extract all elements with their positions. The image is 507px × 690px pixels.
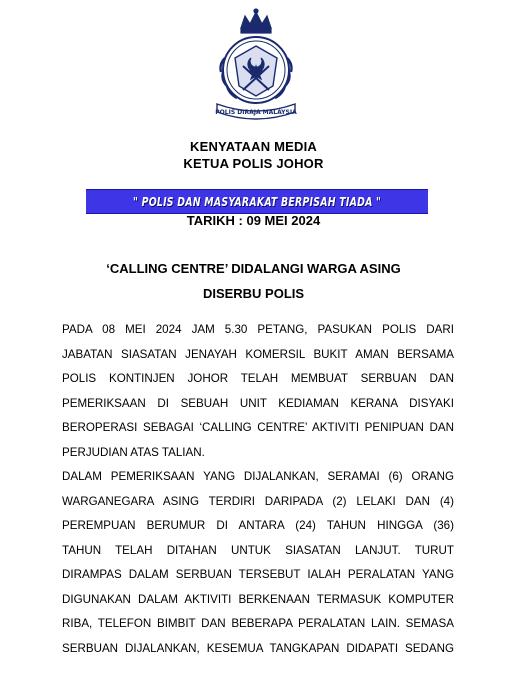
release-date: TARIKH : 09 MEI 2024	[186, 213, 321, 228]
paragraph-line: JABATAN SIASATAN JENAYAH KOMERSIL BUKIT AMAN BERSAMA	[62, 347, 454, 361]
paragraph-line: DIRAMPAS DALAM SERBUAN TERSEBUT IALAH PERALATAN YANG	[62, 568, 454, 581]
headline-line-1: ‘CALLING CENTRE’ DIDALANGI WARGA ASING	[106, 261, 401, 276]
paragraph-line: TAHUN TELAH DITAHAN UNTUK SIASATAN LANJUT. TURUT	[62, 543, 454, 557]
paragraph-line: DIGUNAKAN DALAM AKTIVITI BERKENAAN TERMASUK KOMPUTER	[62, 592, 454, 606]
headline-line-2: DISERBU POLIS	[202, 286, 305, 301]
motto-text: " POLIS DAN MASYARAKAT BERPISAH TIADA "	[132, 194, 382, 209]
paragraph-line: PEMERIKSAAN DI SEBUAH UNIT KEDIAMAN KERANA DISYAKI	[62, 396, 454, 410]
motto-banner	[86, 189, 428, 214]
paragraph-line: RIBA, TELEFON BIMBIT DAN BEBERAPA PERALATAN LAIN. SEMASA	[62, 617, 454, 630]
paragraph-line: PEREMPUAN BERUMUR DI ANTARA (24) TAHUN HINGGA (36)	[62, 519, 454, 532]
paragraph-line: WARGANEGARA ASING TERDIRI DARIPADA (2) LELAKI DAN (4)	[62, 494, 454, 508]
header-subtitle: KETUA POLIS JOHOR	[183, 156, 324, 171]
paragraph-line: DALAM PEMERIKSAAN YANG DIJALANKAN, SERAMAI (6) ORANG	[62, 470, 454, 483]
paragraph-line: PADA 08 MEI 2024 JAM 5.30 PETANG, PASUKAN POLIS DARI	[62, 323, 454, 336]
body-paragraph-1	[62, 318, 454, 465]
paragraph-line: BEROPERASI SEBAGAI ‘CALLING CENTRE’ AKTIVITI PENIPUAN DAN	[62, 421, 454, 434]
paragraph-line: POLIS KONTINJEN JOHOR TELAH MEMBUAT SERBUAN DAN	[62, 372, 454, 385]
paragraph-line: PERJUDIAN ATAS TALIAN.	[62, 445, 205, 459]
header-title: KENYATAAN MEDIA	[190, 139, 317, 154]
police-crest-emblem	[203, 8, 309, 120]
crest-ribbon-text: POLIS DIRAJA MALAYSIA	[215, 109, 297, 116]
body-paragraph-2	[62, 465, 454, 661]
paragraph-line: SERBUAN DIJALANKAN, KESEMUA TANGKAPAN DIDAPATI SEDANG	[62, 641, 454, 655]
